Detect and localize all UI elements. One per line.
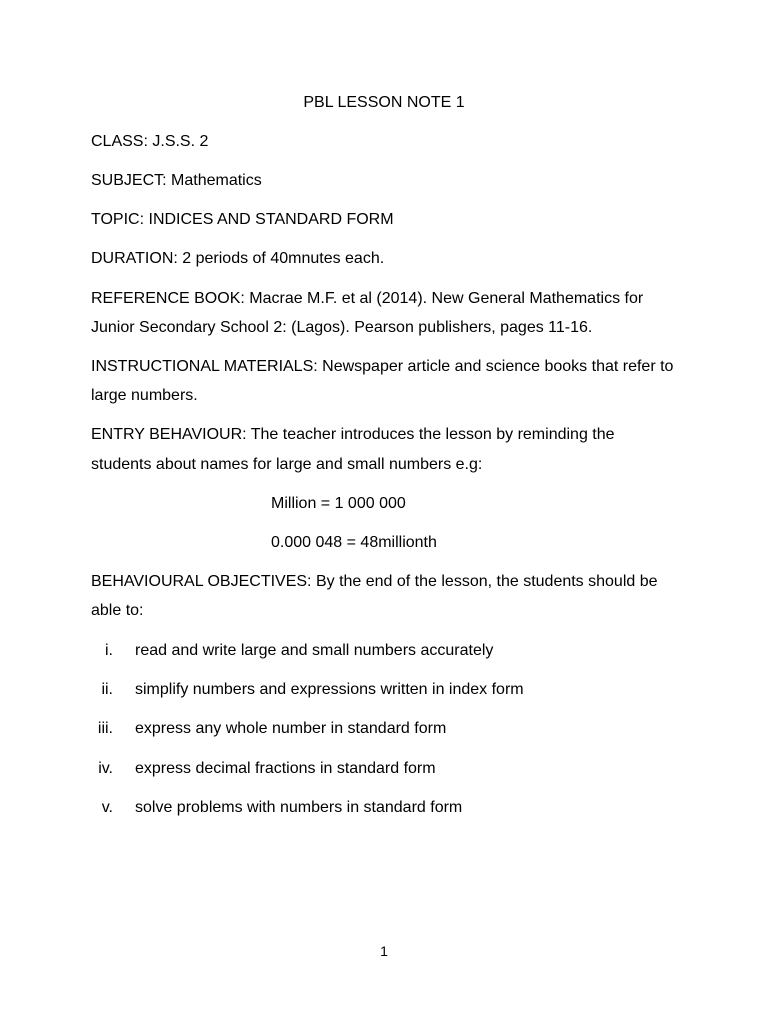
reference-line-1 — [91, 289, 643, 309]
objectives-line-1 — [91, 572, 658, 592]
entry-line-1 — [91, 425, 615, 445]
list-item-number: i. — [105, 642, 113, 659]
entry-text-1: : The teacher introduces the lesson by reminding the — [242, 426, 615, 443]
materials-text-1: Newspaper article and science books that refer to — [317, 358, 674, 375]
example-million: Million = 1 000 000 — [271, 495, 406, 512]
objectives-label: BEHAVIOURAL OBJECTIVES: — [91, 573, 312, 590]
class-line — [91, 132, 208, 152]
class-label: CLASS: — [91, 133, 148, 150]
class-value: J.S.S. 2 — [147, 133, 209, 150]
materials-line-1 — [91, 357, 673, 377]
list-item-number: iv. — [98, 760, 113, 777]
list-item-text: read and write large and small numbers accurately — [135, 642, 494, 659]
list-item-number: ii. — [101, 681, 113, 698]
objectives-text-1: By the end of the lesson, the students should be — [311, 573, 658, 590]
list-item-text: simplify numbers and expressions written in index form — [135, 681, 524, 698]
subject-line — [91, 171, 262, 191]
list-item-text: express decimal fractions in standard form — [135, 760, 436, 777]
list-item-number: iii. — [97, 720, 113, 737]
objectives-line-2: able to: — [91, 602, 144, 619]
topic-line — [91, 210, 394, 230]
reference-line-2: Junior Secondary School 2: (Lagos). Pearson publishers, pages 11-16. — [91, 319, 593, 336]
topic-value: INDICES AND STANDARD FORM — [144, 211, 394, 228]
entry-label: ENTRY BEHAVIOUR — [91, 426, 243, 443]
reference-text-1: Macrae M.F. et al (2014). New General Mathematics for — [244, 290, 644, 307]
page-title: PBL LESSON NOTE 1 — [303, 94, 465, 111]
materials-line-2: large numbers. — [91, 387, 198, 404]
duration-line — [91, 249, 384, 269]
materials-label: INSTRUCTIONAL MATERIALS: — [91, 358, 318, 375]
list-item-text: solve problems with numbers in standard form — [135, 799, 463, 816]
example-millionth: 0.000 048 = 48millionth — [271, 534, 437, 551]
reference-label: REFERENCE BOOK: — [91, 290, 245, 307]
list-item-number: v. — [101, 799, 113, 816]
entry-line-2: students about names for large and small numbers e.g: — [91, 456, 483, 473]
list-item-text: express any whole number in standard form — [135, 720, 447, 737]
duration-value: : 2 periods of 40mnutes each. — [173, 250, 385, 267]
page-number: 1 — [380, 943, 388, 959]
topic-label: TOPIC: — [91, 211, 145, 228]
duration-label: DURATION — [91, 250, 174, 267]
subject-value: Mathematics — [166, 172, 262, 189]
subject-label: SUBJECT: — [91, 172, 167, 189]
